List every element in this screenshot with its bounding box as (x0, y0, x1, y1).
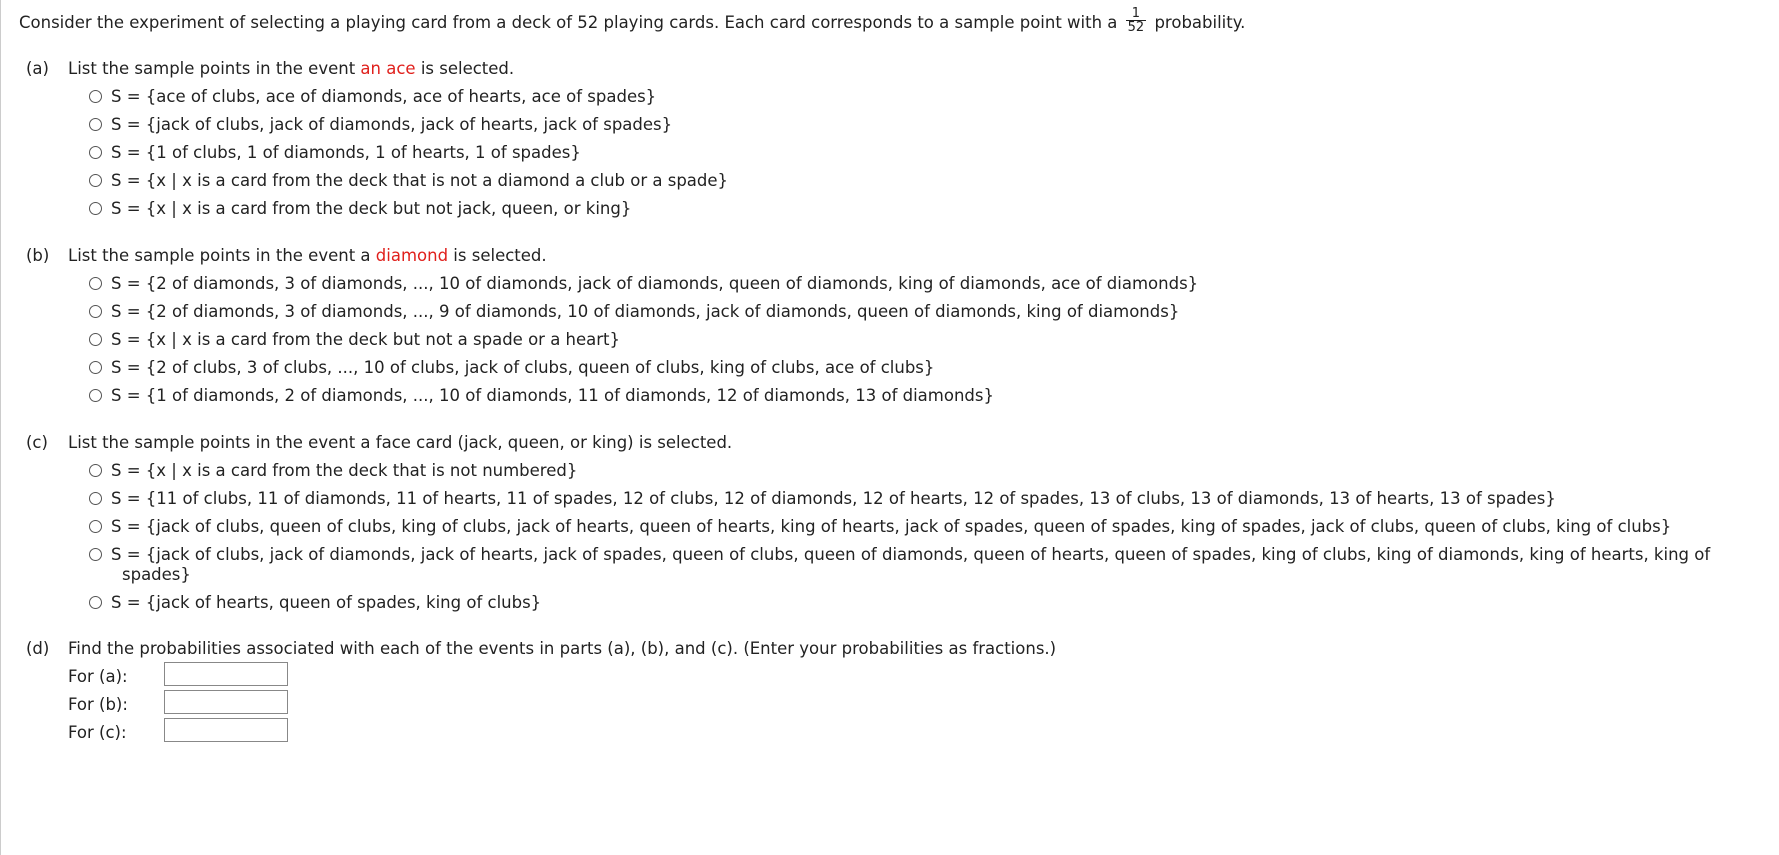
option-label: S = {1 of diamonds, 2 of diamonds, ..., 10 of diamonds, 11 of diamonds, 12 of diamonds, 13 of diamonds} (111, 386, 994, 405)
intro-text: Consider the experiment of selecting a playing card from a deck of 52 playing cards. Each card corresponds to a sample point with a (19, 13, 1118, 32)
fraction-denominator: 52 (1127, 20, 1145, 35)
part-c-option-4-continuation: spades} (122, 565, 191, 584)
part-b-question (26, 246, 547, 265)
radio-button[interactable] (89, 361, 102, 374)
part-d-label: (d) (26, 639, 50, 658)
part-b-text-before: List the sample points in the event a (68, 246, 376, 265)
answer-label-a: For (a): (68, 667, 128, 686)
answer-label-b: For (b): (68, 695, 128, 714)
radio-button[interactable] (89, 202, 102, 215)
part-c-option-3[interactable] (89, 516, 1671, 538)
part-a-text-after: is selected. (415, 59, 515, 78)
problem-intro (19, 6, 1246, 37)
part-b-option-3[interactable] (89, 329, 620, 351)
answer-input-a[interactable] (164, 662, 288, 686)
radio-button[interactable] (89, 596, 102, 609)
part-c-option-5[interactable] (89, 592, 541, 614)
radio-button[interactable] (89, 492, 102, 505)
radio-button[interactable] (89, 333, 102, 346)
radio-button[interactable] (89, 277, 102, 290)
part-c-question (26, 433, 732, 452)
option-label: S = {x | x is a card from the deck but not jack, queen, or king} (111, 199, 632, 218)
answer-input-c[interactable] (164, 718, 288, 742)
answer-label-c: For (c): (68, 723, 127, 742)
part-d-question (26, 639, 1056, 658)
radio-button[interactable] (89, 305, 102, 318)
part-c-option-1[interactable] (89, 460, 577, 482)
part-a-option-1[interactable] (89, 86, 656, 108)
radio-button[interactable] (89, 548, 102, 561)
probability-fraction (1126, 7, 1147, 34)
radio-button[interactable] (89, 389, 102, 402)
part-a-highlight: an ace (360, 59, 416, 78)
part-a-option-5[interactable] (89, 198, 631, 220)
part-c-label: (c) (26, 433, 48, 452)
part-a-option-4[interactable] (89, 170, 728, 192)
part-d-text: Find the probabilities associated with each of the events in parts (a), (b), and (c). (Enter your probabilities as fractions.) (68, 639, 1057, 658)
option-label: S = {2 of clubs, 3 of clubs, ..., 10 of clubs, jack of clubs, queen of clubs, king of clubs, ace of clubs} (111, 358, 935, 377)
part-c-option-2[interactable] (89, 488, 1556, 510)
radio-button[interactable] (89, 118, 102, 131)
option-label: S = {x | x is a card from the deck that is not a diamond a club or a spade} (111, 171, 729, 190)
left-border (0, 0, 1, 855)
fraction-numerator: 1 (1126, 7, 1147, 21)
part-a-label: (a) (26, 59, 49, 78)
part-c-text: List the sample points in the event a face card (jack, queen, or king) is selected. (68, 433, 733, 452)
intro-text-end: probability. (1154, 13, 1246, 32)
part-b-text-after: is selected. (448, 246, 547, 265)
part-b-option-4[interactable] (89, 357, 934, 379)
option-label: S = {ace of clubs, ace of diamonds, ace of hearts, ace of spades} (111, 87, 657, 106)
option-label: S = {x | x is a card from the deck but not a spade or a heart} (111, 330, 621, 349)
part-b-option-1[interactable] (89, 273, 1198, 295)
option-label: S = {jack of hearts, queen of spades, king of clubs} (111, 593, 542, 612)
part-a-option-3[interactable] (89, 142, 581, 164)
part-b-option-5[interactable] (89, 385, 994, 407)
part-a-option-2[interactable] (89, 114, 672, 136)
option-label: S = {jack of clubs, jack of diamonds, jack of hearts, jack of spades, queen of clubs, queen of diamonds, queen of hearts, queen of spades, king of clubs, king of diamonds, king of hearts, king of (111, 545, 1711, 564)
part-b-label: (b) (26, 246, 50, 265)
answer-input-b[interactable] (164, 690, 288, 714)
option-label: S = {x | x is a card from the deck that is not numbered} (111, 461, 578, 480)
option-label: S = {2 of diamonds, 3 of diamonds, ..., 9 of diamonds, 10 of diamonds, jack of diamonds, queen of diamonds, king of diamonds} (111, 302, 1180, 321)
radio-button[interactable] (89, 464, 102, 477)
option-label: S = {jack of clubs, queen of clubs, king of clubs, jack of hearts, queen of hearts, king of hearts, jack of spades, queen of spades, king of spades, jack of clubs, queen of clubs, king of clubs} (111, 517, 1672, 536)
option-label: S = {jack of clubs, jack of diamonds, jack of hearts, jack of spades} (111, 115, 673, 134)
radio-button[interactable] (89, 174, 102, 187)
part-b-highlight: diamond (375, 246, 449, 265)
radio-button[interactable] (89, 520, 102, 533)
part-a-question (26, 59, 514, 78)
option-label: S = {1 of clubs, 1 of diamonds, 1 of hearts, 1 of spades} (111, 143, 581, 162)
part-a-text-before: List the sample points in the event (68, 59, 361, 78)
radio-button[interactable] (89, 146, 102, 159)
part-c-option-4[interactable] (89, 544, 1710, 566)
option-label: S = {11 of clubs, 11 of diamonds, 11 of hearts, 11 of spades, 12 of clubs, 12 of diamonds, 12 of hearts, 12 of spades, 13 of clubs, 13 of diamonds, 13 of hearts, 13 of spades} (111, 489, 1556, 508)
radio-button[interactable] (89, 90, 102, 103)
part-b-option-2[interactable] (89, 301, 1179, 323)
option-label: S = {2 of diamonds, 3 of diamonds, ..., 10 of diamonds, jack of diamonds, queen of diamonds, king of diamonds, ace of diamonds} (111, 274, 1199, 293)
